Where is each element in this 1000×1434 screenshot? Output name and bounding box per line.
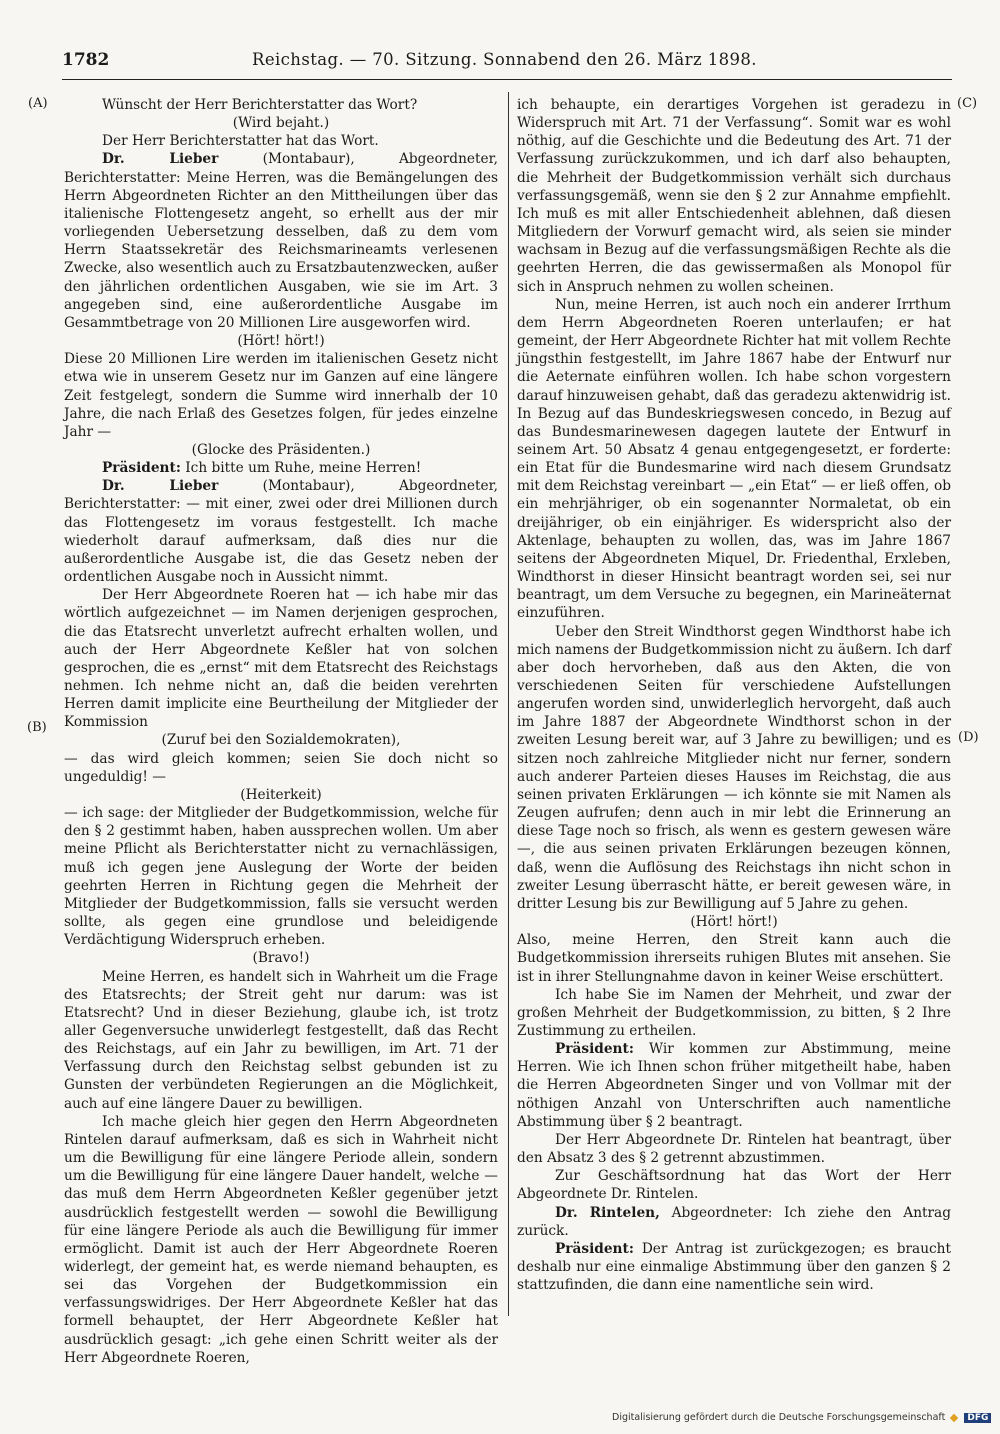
paragraph: [517, 623, 951, 914]
interjection: [64, 332, 498, 350]
paragraph-text: (Montabaur), Abgeordneter, Berichterstatter: Meine Herren, was die Bemängelungen des Herrn Abgeordneten Richter an den Mittheilungen über das italienische Flottengesetz angeht, so erhellt aus der mir vorliegenden Uebersetzung desselben, daß zu dem vom Herrn Staatssekretär des Reichsmarineamts verlesenen Zwecke, also wesentlich auch zu Ersatzbautenzwecken, außer den jährlichen ordentlichen Ausgaben, wie sie im Art. 3 angegeben sind, eine außerordentliche Ausgabe im Gesammtbetrage von 20 Millionen Lire ausgeworfen wird.: [64, 151, 498, 331]
paragraph: [64, 459, 498, 477]
paragraph-text: (Zuruf bei den Sozialdemokraten),: [161, 732, 401, 749]
header-rule: [62, 79, 952, 80]
paragraph-text: Der Herr Abgeordnete Dr. Rintelen hat beantragt, über den Absatz 3 des § 2 getrennt abzustimmen.: [517, 1131, 951, 1167]
paragraph-text: — das wird gleich kommen; seien Sie doch nicht so ungeduldig! —: [64, 750, 498, 785]
paragraph-text: (Bravo!): [252, 950, 310, 967]
margin-marker-c: (C): [957, 96, 978, 111]
paragraph: [517, 96, 951, 296]
paragraph-text: Ich bitte um Ruhe, meine Herren!: [180, 460, 422, 477]
paragraph-text: (Hört! hört!): [237, 333, 325, 350]
speaker-name: Präsident:: [555, 1240, 634, 1257]
paragraph: [517, 296, 951, 623]
paragraph-text: (Montabaur), Abgeordneter, Berichterstatter: — mit einer, zwei oder drei Millionen durch das Flottengesetz im voraus festgestellt. Ich mache wiederholt darauf aufmerksam, daß dies nur die außerordentliche Ausgabe ist, die das Gesetz neben der ordentlichen Ausgabe noch in Aussicht nimmt.: [64, 478, 498, 586]
paragraph-text: (Hört! hört!): [690, 914, 778, 931]
paragraph: [64, 96, 498, 114]
paragraph: [64, 150, 498, 332]
paragraph-text: Ich mache gleich hier gegen den Herrn Abgeordneten Rintelen darauf aufmerksam, daß es sich in Wahrheit nicht um die Bewilligung für eine längere Periode allein, sondern um die Bewilligung für eine längere Dauer handelt, welche — das muß dem Herrn Abgeordneten Keßler gegenüber jetzt ausdrücklich festgestellt werden — sowohl die Bewilligung für eine längere Periode als auch die Bewilligung für immer ermöglicht. Damit ist auch der Herr Abgeordnete Roeren widerlegt, der gemeint hat, es werde niemand behaupten, es sei das Vorgehen der Budgetkommission ein verfassungswidriges. Der Herr Abgeordnete Keßler hat das formell behauptet, der Herr Abgeordnete Keßler hat ausdrücklich gesagt: „ich gehe einen Schritt weiter als der Herr Abgeordnete Roeren,: [64, 1113, 498, 1366]
dfg-logo: DFG: [964, 1413, 991, 1423]
paragraph-text: Der Herr Berichterstatter hat das Wort.: [102, 133, 379, 150]
paragraph-text: Abgeordneter: Ich ziehe den Antrag zurück.: [517, 1204, 951, 1239]
paragraph: [64, 350, 498, 441]
paragraph-text: Wir kommen zur Abstimmung, meine Herren. Wie ich Ihnen schon früher mitgetheilt habe, haben die Herren Abgeordneten Singer und von Vollmar mit der nöthigen Anzahl von Unterschriften auch namentliche Abstimmung über § 2 beantragt.: [517, 1041, 951, 1130]
speaker-name: Dr. Lieber: [102, 151, 219, 168]
page-number: 1782: [62, 50, 110, 70]
paragraph-text: Meine Herren, es handelt sich in Wahrheit um die Frage des Etatsrechts; der Streit geht nur darum: was ist Etatsrecht? Und in dieser Beziehung, glaube ich, ist trotz aller Gegenversuche unwiderlegt festgestellt, daß das Recht des Reichstags, auf ein Jahr zu bewilligen, im Art. 71 der Verfassung durch den Reichstag selbst gebunden ist zu Gunsten der verbündeten Regierungen an die Möglichkeit, auch auf eine längere Dauer zu bewilligen.: [64, 968, 498, 1112]
paragraph-text: — ich sage: der Mitglieder der Budgetkommission, welche für den § 2 gestimmt haben, haben aussprechen wollen. Um aber meine Pflicht als Berichterstatter nicht zu vernachlässigen, muß ich gegen jene Auslegung der Worte der beiden geehrten Herren in Richtung gegen die Mehrheit der Mitglieder der Budgetkommission, falls sie versucht werden sollte, als gegen eine grundlose und beleidigende Verdächtigung Widerspruch erheben.: [64, 805, 498, 949]
column-divider: [508, 92, 509, 1316]
dfg-diamond-icon: [950, 1413, 958, 1421]
paragraph-text: (Heiterkeit): [240, 786, 322, 803]
margin-marker-b: (B): [27, 720, 47, 735]
paragraph: [517, 931, 951, 985]
paragraph: [64, 750, 498, 786]
paragraph: [64, 968, 498, 1113]
left-column: [64, 96, 498, 1367]
paragraph-text: Diese 20 Millionen Lire werden im italienischen Gesetz nicht etwa wie in unserem Gesetz nur im Ganzen auf eine längere Zeit festgelegt, sondern die Summe wird innerhalb der 10 Jahre, die nach Erlaß des Gesetzes folgen, für jedes einzelne Jahr —: [64, 351, 498, 440]
interjection: [64, 786, 498, 804]
interjection: [64, 441, 498, 459]
footer-text: Digitalisierung gefördert durch die Deutsche Forschungsgemeinschaft: [612, 1412, 946, 1423]
footer-credit: [612, 1412, 991, 1423]
paragraph: [517, 1131, 951, 1167]
paragraph: [517, 1040, 951, 1131]
paragraph: [517, 986, 951, 1040]
interjection: [64, 731, 498, 749]
paragraph: [517, 1240, 951, 1294]
speaker-name: Präsident:: [555, 1041, 634, 1058]
paragraph: [517, 1204, 951, 1240]
paragraph: [64, 477, 498, 586]
speaker-name: Dr. Lieber: [102, 478, 219, 495]
paragraph-text: Wünscht der Herr Berichterstatter das Wort?: [102, 97, 418, 113]
paragraph-text: ich behaupte, ein derartiges Vorgehen ist geradezu in Widerspruch mit Art. 71 der Verfassung“. Somit war es wohl nöthig, auf die Geschichte und die Bedeutung des Art. 71 der Verfassung zurückzukommen, und ich darf also behaupten, die Mehrheit der Budgetkommission verhält sich durchaus verfassungsgemäß, wenn sie den § 2 zur Annahme empfiehlt. Ich muß es mit aller Entschiedenheit ablehnen, daß diesen Mitgliedern der Vorwurf gemacht wird, als seien sie minder wachsam in Bezug auf die verfassungsmäßigen Rechte als die geehrten Herren, die das gewissermaßen als Monopol für sich in Anspruch nehmen zu wollen scheinen.: [517, 97, 951, 295]
margin-marker-d: (D): [958, 730, 979, 745]
paragraph-text: (Wird bejaht.): [232, 115, 330, 132]
paragraph-text: Ich habe Sie im Namen der Mehrheit, und zwar der großen Mehrheit der Budgetkommission, zu bitten, § 2 Ihre Zustimmung zu ertheilen.: [517, 986, 951, 1039]
paragraph: [517, 1167, 951, 1203]
paragraph-text: Zur Geschäftsordnung hat das Wort der Herr Abgeordnete Dr. Rintelen.: [517, 1168, 951, 1203]
paragraph-text: Also, meine Herren, den Streit kann auch die Budgetkommission ihrerseits ruhigen Blutes mit ansehen. Sie ist in ihrer Stellungnahme davon in keiner Weise erschüttert.: [517, 932, 951, 985]
paragraph: [64, 586, 498, 731]
paragraph: [64, 1113, 498, 1367]
right-column: [517, 96, 951, 1294]
speaker-name: Dr. Rintelen,: [555, 1204, 660, 1221]
interjection: [64, 949, 498, 967]
paragraph: [64, 804, 498, 949]
running-title: Reichstag. — 70. Sitzung. Sonnabend den 26. März 1898.: [252, 50, 757, 69]
paragraph-text: Ueber den Streit Windthorst gegen Windthorst habe ich mich namens der Budgetkommission nicht zu äußern. Ich darf aber doch hervorheben, daß aus den Akten, die von verschiedenen Seiten für verschiedene Aufstellungen angerufen worden sind, unwiderleglich hervorgeht, daß auch im Jahre 1887 der Abgeordnete Windthorst schon in der zweiten Lesung bereit war, auf 3 Jahre zu bewilligen; und es sitzen noch zahlreiche Mitglieder nicht nur ferner, sondern auch anderer Parteien dieses Hauses im Reichstag, die aus seinen privaten Erklärungen — ich könnte sie mit Namen als Zeugen aufrufen; denn auch in mir lebt die Erinnerung an diese Tage noch so frisch, als wenn es gestern gewesen wäre —, die aus seinen privaten Erklärungen bezeugen können, daß, wenn die Auflösung des Reichstags ihn nicht schon in zweiter Lesung überrascht hätte, er bereit gewesen wäre, in dritter Lesung bis zur Bewilligung auf 5 Jahre zu gehen.: [517, 623, 951, 912]
paragraph: [64, 132, 498, 150]
speaker-name: Präsident:: [102, 460, 181, 477]
paragraph-text: (Glocke des Präsidenten.): [191, 441, 371, 458]
page-header: [62, 48, 952, 78]
interjection: [517, 913, 951, 931]
margin-marker-a: (A): [28, 96, 48, 111]
paragraph-text: Nun, meine Herren, ist auch noch ein anderer Irrthum dem Herrn Abgeordneten Roeren unterlaufen; er hat gemeint, der Herr Abgeordnete Richter hat mit vollem Rechte jüngsthin festgestellt, im Jahre 1867 habe der Entwurf nur die Aeternate einführen wollen. Ich habe schon vorgestern darauf hinzuweisen gehabt, daß das geradezu aktenwidrig ist. In Bezug auf das Bundeskriegswesen concedo, in Bezug auf das Bundesmarinewesen dagegen lautete der Entwurf in seinem Art. 50 Absatz 4 genau entgegengesetzt, er forderte: ein Etat für die Bundesmarine wird nach diesem Grundsatz mit dem Reichstag vereinbart — „ein Etat“ — er ließ offen, ob ein mehrjähriger, ob ein sogenannter Normaletat, ob ein dreijähriger, ob ein einjähriger. Es widerspricht also der Aktenlage, behaupten zu wollen, das, was im Jahre 1867 seitens der Abgeordneten Miquel, Dr. Friedenthal, Erxleben, Windthorst in dieser Hinsicht beantragt worden sei, sei nur beantragt, um dem Versuche zu begegnen, ein Marineäternat einzuführen.: [517, 296, 951, 622]
paragraph-text: Der Antrag ist zurückgezogen; es braucht deshalb nur eine einmalige Abstimmung über den ganzen § 2 stattzufinden, die dann eine namentliche sein wird.: [517, 1240, 951, 1294]
paragraph-text: Der Herr Abgeordnete Roeren hat — ich habe mir das wörtlich aufgezeichnet — im Namen derjenigen gesprochen, die das Etatsrecht unverletzt aufrecht erhalten wollen, und auch der Herr Abgeordnete Keßler hat von solchen gesprochen, die es „ernst“ mit dem Etatsrecht des Reichstags nehmen. Ich nehme nicht an, daß die beiden verehrten Herren damit implicite eine Beurtheilung der Mitglieder der Kommission: [64, 587, 498, 731]
interjection: [64, 114, 498, 132]
